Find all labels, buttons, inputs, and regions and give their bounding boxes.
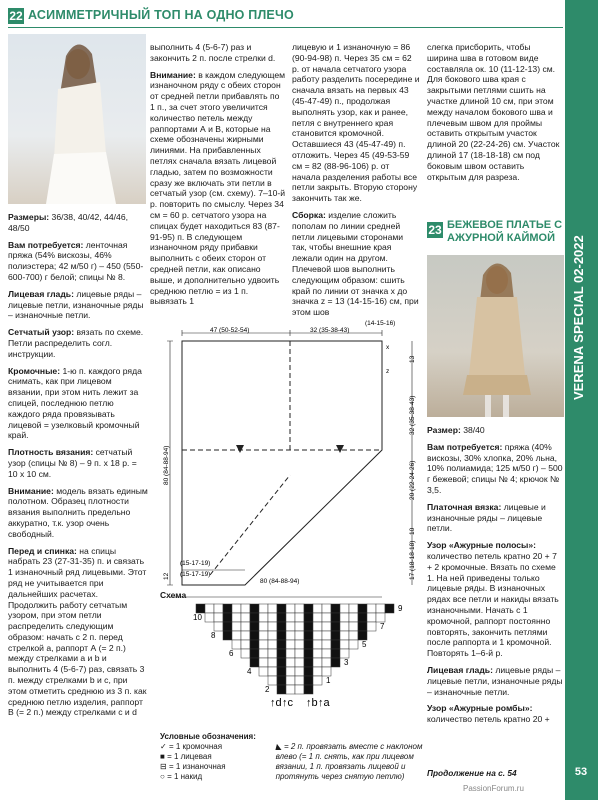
stitch-cell [286, 685, 295, 694]
row-number: 2 [265, 685, 270, 694]
dim-right-3: 20 (22-24-26) [409, 460, 416, 500]
stitch-cell [340, 631, 349, 640]
stitch-cell [223, 604, 232, 613]
stitch-cell [358, 604, 367, 613]
paragraph-mesh-pattern: Сетчатый узор: вязать по схеме. Петли распределить согл. инструкции. [8, 327, 144, 359]
paragraph-gauge: Плотность вязания: сетчатый узор (спицы № 8) – 9 п. х 18 р. = 10 х 10 см. [8, 447, 137, 479]
stitch-cell [295, 613, 304, 622]
stitch-cell [277, 676, 286, 685]
stitch-cell [286, 658, 295, 667]
watermark: PassionForum.ru [463, 784, 524, 793]
stitch-cell [205, 613, 214, 622]
stitch-cell [286, 613, 295, 622]
stitch-cell [313, 622, 322, 631]
stitch-cell [304, 658, 313, 667]
stitch-cell [268, 613, 277, 622]
paragraph-continue: выполнить 4 (5-6-7) раз и закончить 2 п. после стрелки d. [150, 42, 276, 63]
stitch-cell [367, 613, 376, 622]
legend-item-ssk: ◣ = 2 п. провязать вместе с наклоном влево (= 1 п. снять, как при лицевом вязании, 1 п. провязать лицевой и протянуть через снятую петлю) [275, 742, 423, 781]
pattern-arrow-a: ↑a [318, 697, 330, 709]
direction-arrow-2 [336, 445, 344, 453]
model-photo-top [8, 34, 146, 204]
stitch-cell [277, 604, 286, 613]
stitch-cell [286, 622, 295, 631]
stitch-cell [349, 613, 358, 622]
text-column-2 [150, 42, 286, 313]
section2-number: 23 [428, 223, 442, 237]
stitch-cell [277, 640, 286, 649]
stitch-cell [268, 649, 277, 658]
stitch-cell [322, 622, 331, 631]
stitch-cell [295, 685, 304, 694]
stitch-cell [322, 667, 331, 676]
stitch-cell [304, 604, 313, 613]
stitch-cell [304, 667, 313, 676]
stitch-cell [358, 613, 367, 622]
stitch-cell [214, 604, 223, 613]
dim-left-main: 80 (84-88-94) [163, 445, 170, 485]
text-column-1 [8, 212, 148, 724]
stitch-cell [304, 640, 313, 649]
stitch-cell [313, 604, 322, 613]
stitch-cell [268, 667, 277, 676]
text-column-5 [427, 425, 563, 731]
stitch-cell [322, 649, 331, 658]
stitch-cell [313, 676, 322, 685]
paragraph-assembly: Сборка: изделие сложить пополам по линии средней петли лицевыми сторонами так, чтобы внешние края лежали один на другом. Плечевой шов выполнить следующим образом: сшить край по линии от значка х до значка z = 13 (14-15-16) см, при этом шов [292, 209, 419, 318]
model-photo-dress [427, 255, 564, 417]
paragraph-lace-stripes: Узор «Ажурные полосы»: количество петель кратно 20 + 7 + 2 кромочные. Вязать по схеме 1. На ней приведены только лицевые ряды. В изнаночных рядах все петли и накиды вязать изнаночными. Начать с 1 кромочной, раппорт постоянно повторять, закончить петлями после раппорта и 1 кромочной. Повторять 1–6-й р. [427, 540, 559, 659]
garment-schematic [150, 320, 425, 587]
stitch-cell [349, 631, 358, 640]
text-column-4 [427, 42, 563, 188]
stitch-cell [232, 613, 241, 622]
stitch-cell [331, 613, 340, 622]
stitch-cell [304, 613, 313, 622]
stitch-cell [295, 649, 304, 658]
stitch-cell [277, 658, 286, 667]
stitch-cell [295, 631, 304, 640]
row-number: 5 [362, 640, 367, 649]
stitch-cell [286, 676, 295, 685]
pattern-arrow-c: ↑c [282, 697, 293, 709]
direction-arrow [236, 445, 244, 453]
section-title: АСИММЕТРИЧНЫЙ ТОП НА ОДНО ПЛЕЧО [28, 8, 294, 22]
legend-right [276, 742, 425, 782]
stitch-cell [241, 649, 250, 658]
stitch-cell [277, 685, 286, 694]
stitch-cell [223, 622, 232, 631]
stitch-cell [313, 640, 322, 649]
row-number: 4 [247, 667, 252, 676]
stitch-cell [331, 631, 340, 640]
pattern-arrow-d: ↑d [270, 697, 282, 709]
paragraph-edge-stitches: Кромочные: 1-ю п. каждого ряда снимать, как при лицевом вязании, при этом нить лежит за спицей, последнюю петлю каждого ряда провязывать лицевой = узелковый кромочный край. [8, 365, 142, 441]
stitch-cell [340, 613, 349, 622]
stitch-cell [268, 604, 277, 613]
stitch-cell [214, 622, 223, 631]
stitch-cell [313, 631, 322, 640]
stitch-cell [367, 622, 376, 631]
stitch-cell [259, 631, 268, 640]
stitch-cell [277, 631, 286, 640]
decrease-left-icon: ◣ [275, 742, 284, 751]
dim-top-right: 32 (35-38-43) [310, 327, 350, 334]
stitch-cell [358, 631, 367, 640]
stitch-cell [223, 631, 232, 640]
stitch-cell [250, 658, 259, 667]
stitch-cell [295, 658, 304, 667]
row-number: 7 [380, 622, 385, 631]
woman-in-beige-dress-illustration [427, 255, 564, 417]
stitch-cell [259, 667, 268, 676]
stitch-cell [322, 658, 331, 667]
stitch-cell [232, 604, 241, 613]
stitch-cell [340, 649, 349, 658]
text-column-3 [292, 42, 420, 324]
magazine-name: VERENA SPECIAL 02-2022 [571, 235, 586, 400]
stitch-cell [268, 640, 277, 649]
row-number: 6 [229, 649, 234, 658]
stitch-cell [304, 631, 313, 640]
stitch-cell [232, 640, 241, 649]
stitch-cell [286, 640, 295, 649]
paragraph-attention: Внимание: модель вязать единым полотном. Образец плотности вязания выполнить предельно аккуратно, т.к. узор очень свободный. [8, 485, 148, 539]
stitch-grid [160, 600, 430, 725]
dim-right-5: 17 (18-18-18) [409, 540, 416, 580]
dim-bottom-small: (15-17-19) [180, 560, 211, 567]
dim-right-4: 10 [409, 527, 416, 535]
knit-stitch-icon: ■ [160, 752, 168, 761]
stitch-cell [241, 622, 250, 631]
row-number: 3 [344, 658, 349, 667]
stitch-cell [376, 604, 385, 613]
stitch-cell [241, 604, 250, 613]
stitch-cell [358, 622, 367, 631]
legend-title: Условные обозначения: [160, 732, 256, 741]
stitch-chart [160, 590, 430, 730]
dim-bottom-main: 80 (84-88-94) [260, 578, 300, 585]
stitch-cell [250, 649, 259, 658]
section2-title: БЕЖЕВОЕ ПЛАТЬЕ С АЖУРНОЙ КАЙМОЙ [447, 219, 563, 244]
stitch-cell [241, 613, 250, 622]
yarnover-icon: ○ [160, 772, 168, 781]
chart-title: Схема [160, 590, 187, 600]
dim-right-2: 32 (35-38-43) [409, 395, 416, 435]
stitch-cell [304, 676, 313, 685]
stitch-cell [277, 613, 286, 622]
stitch-cell [385, 604, 394, 613]
legend-item-edge: ✓ = 1 кромочная [160, 742, 223, 751]
stitch-cell [196, 604, 205, 613]
stitch-cell [259, 640, 268, 649]
row-number: 1 [326, 676, 331, 685]
header-rule [8, 27, 563, 28]
woman-in-white-top-illustration [8, 34, 146, 204]
section-header [0, 0, 565, 30]
stitch-cell [304, 622, 313, 631]
stitch-cell [304, 685, 313, 694]
legend-item-knit: ■ = 1 лицевая [160, 752, 212, 761]
stitch-cell [259, 658, 268, 667]
stitch-cell [322, 640, 331, 649]
stitch-cell [295, 622, 304, 631]
dim-bottom-small-2: (15-17-19) [180, 571, 211, 578]
stitch-cell [205, 604, 214, 613]
stitch-cell [340, 604, 349, 613]
stitch-cell [340, 640, 349, 649]
mark-z: z [386, 368, 390, 375]
stitch-cell [259, 649, 268, 658]
stitch-cell [250, 640, 259, 649]
stitch-cell [340, 622, 349, 631]
stitch-cell [268, 631, 277, 640]
dim-right-1: 13 [409, 355, 416, 363]
stitch-cell [313, 613, 322, 622]
stitch-cell [259, 613, 268, 622]
stitch-cell [331, 649, 340, 658]
stitch-cell [286, 649, 295, 658]
stitch-cell [250, 604, 259, 613]
stitch-cell [286, 631, 295, 640]
schematic-outline [182, 341, 382, 585]
stitch-cell [322, 604, 331, 613]
legend [160, 732, 425, 782]
paragraph-attention-2: Внимание: в каждом следующем изнаночном ряду с обеих сторон от средней петли прибавлять по 1 п., за счет этого увеличится количество петель между раппортами А и В, которые на схеме обозначены жирными линиями. На прибавленных петлях сначала вязать лицевой гладью, затем по возможности сразу же включать эти петли в сетчатый узор (см. схему). 7–10-й р. повторить по смыслу. Через 34 см = 60 р. сетчатого узора на спицах будет находиться 83 (87-91-95) п. В следующем изнаночном ряду прибавки выполнить с обеих сторон от средней петли, как описано выше, и дополнительно удвоить среднюю петлю = из 1 п. вывязать 1 [150, 69, 286, 307]
legend-item-purl: ⊟ = 1 изнаночная [160, 762, 226, 771]
stitch-cell [331, 604, 340, 613]
dim-left-small: 12 [163, 572, 170, 580]
stitch-cell [367, 604, 376, 613]
stitch-cell [295, 676, 304, 685]
stitch-cell [268, 658, 277, 667]
paragraph-garter: Платочная вязка: лицевые и изнаночные ряды – лицевые петли. [427, 501, 546, 534]
stitch-cell [349, 622, 358, 631]
paragraph-sizes: Размеры: 36/38, 40/42, 44/46, 48/50 [8, 212, 128, 233]
dim-top-small: (14-15-16) [365, 320, 396, 327]
dim-top-left: 47 (50-52-54) [210, 327, 250, 334]
stitch-cell [295, 667, 304, 676]
stitch-cell [313, 658, 322, 667]
magazine-sidebar [565, 0, 598, 800]
stitch-cell [286, 604, 295, 613]
row-number: 9 [398, 604, 403, 613]
stitch-cell [313, 667, 322, 676]
stitch-cell [268, 676, 277, 685]
paragraph-seams: слегка присборить, чтобы ширина шва в готовом виде составляла ок. 10 (11-12-13) см. Для бокового шва края с закрытыми петлями сшить на участке длиной 10 см, при этом между началом бокового шва и плечевым швом для проймы оставить открытым участок длиной 20 (22-24-26) см. Участок длиной 17 (18-18-18) см под боковым швом оставить открытым для разреза. [427, 42, 560, 182]
stitch-cell [250, 613, 259, 622]
stitch-cell [295, 604, 304, 613]
stitch-cell [268, 622, 277, 631]
purl-stitch-icon: ⊟ [160, 762, 169, 771]
stitch-cell [295, 640, 304, 649]
stitch-cell [232, 622, 241, 631]
paragraph-size-2: Размер: 38/40 [427, 425, 485, 435]
stitch-cell [241, 640, 250, 649]
paragraph-stockinette: Лицевая гладь: лицевые ряды – лицевые петли, изнаночные ряды – изнаночные петли. [8, 288, 144, 321]
stitch-cell [259, 604, 268, 613]
stitch-cell [304, 649, 313, 658]
paragraph-materials: Вам потребуется: ленточная пряжа (54% вискозы, 46% полиэстера; 42 м/50 г) – 450 (550-600-700) г белой; спицы № 8. [8, 239, 144, 282]
stitch-cell [259, 622, 268, 631]
edge-stitch-icon: ✓ [160, 742, 169, 751]
paragraph-stockinette-2: Лицевая гладь: лицевые ряды – лицевые петли, изнаночные ряды – изнаночные петли. [427, 664, 563, 697]
stitch-cell [223, 613, 232, 622]
stitch-cell [232, 631, 241, 640]
pattern-arrow-b: ↑b [306, 697, 318, 709]
stitch-cell [349, 604, 358, 613]
continuation-note: Продолжение на с. 54 [427, 768, 517, 778]
mark-x: x [386, 344, 390, 351]
stitch-cell [277, 667, 286, 676]
stitch-cell [322, 613, 331, 622]
row-number: 8 [211, 631, 216, 640]
stitch-cell [250, 622, 259, 631]
stitch-cell [214, 613, 223, 622]
stitch-cell [349, 640, 358, 649]
stitch-cell [250, 631, 259, 640]
legend-item-yarnover: ○ = 1 накид [160, 772, 203, 781]
row-number: 10 [193, 613, 202, 622]
stitch-cell [286, 667, 295, 676]
paragraph-front-back: Перед и спинка: на спицы набрать 23 (27-31-35) п. и связать 1 изнаночный ряд лицевыми. Этот ряд не учитывается при дальнейших расчетах. Продолжить работу сетчатым узором, при этом петли распределить следующим образом: начать с 2 п. перед стрелкой а, раппорт А (= 2 п.) между стрелками а и b и выполнить 4 (5-6-7) раз, связать 3 п. между стрелками b и c, при этом отметить среднюю из 3 п. как среднюю петлю изделия, раппорт В (= 2 п.) между стрелками c и d [8, 545, 147, 718]
stitch-cell [331, 622, 340, 631]
paragraph-split: лицевую и 1 изнаночную = 86 (90-94-98) п. Через 35 см = 62 р. от начала сетчатого узора работу разделить посередине и сначала вязать на первых 43 (45-47-49) п., продолжая выполнять узор, как и ранее, петля с внутреннего края становится кромочной. Оставшиеся 43 (45-47-49) п. отложить. Через 45 (49-53-59 см = 82 (88-96-106) р. от начала разделения работы все петли закрыть. Вторую сторону закончить так же. [292, 42, 420, 204]
stitch-cell [277, 622, 286, 631]
stitch-cell [322, 631, 331, 640]
stitch-cell [376, 613, 385, 622]
stitch-cell [331, 640, 340, 649]
paragraph-materials-2: Вам потребуется: пряжа (40% вискозы, 30% хлопка, 20% льна, 10% полиамида; 125 м/50 г) – 500 г бежевой; спицы № 4; крючок № 3,5. [427, 441, 563, 495]
page-number: 53 [574, 766, 588, 778]
stitch-cell [313, 649, 322, 658]
stitch-cell [241, 631, 250, 640]
stitch-cell [331, 658, 340, 667]
legend-left [160, 742, 270, 782]
section-number: 22 [9, 9, 23, 23]
paragraph-lace-diamonds: Узор «Ажурные ромбы»: количество петель кратно 20 + [427, 703, 550, 725]
stitch-cell [277, 649, 286, 658]
